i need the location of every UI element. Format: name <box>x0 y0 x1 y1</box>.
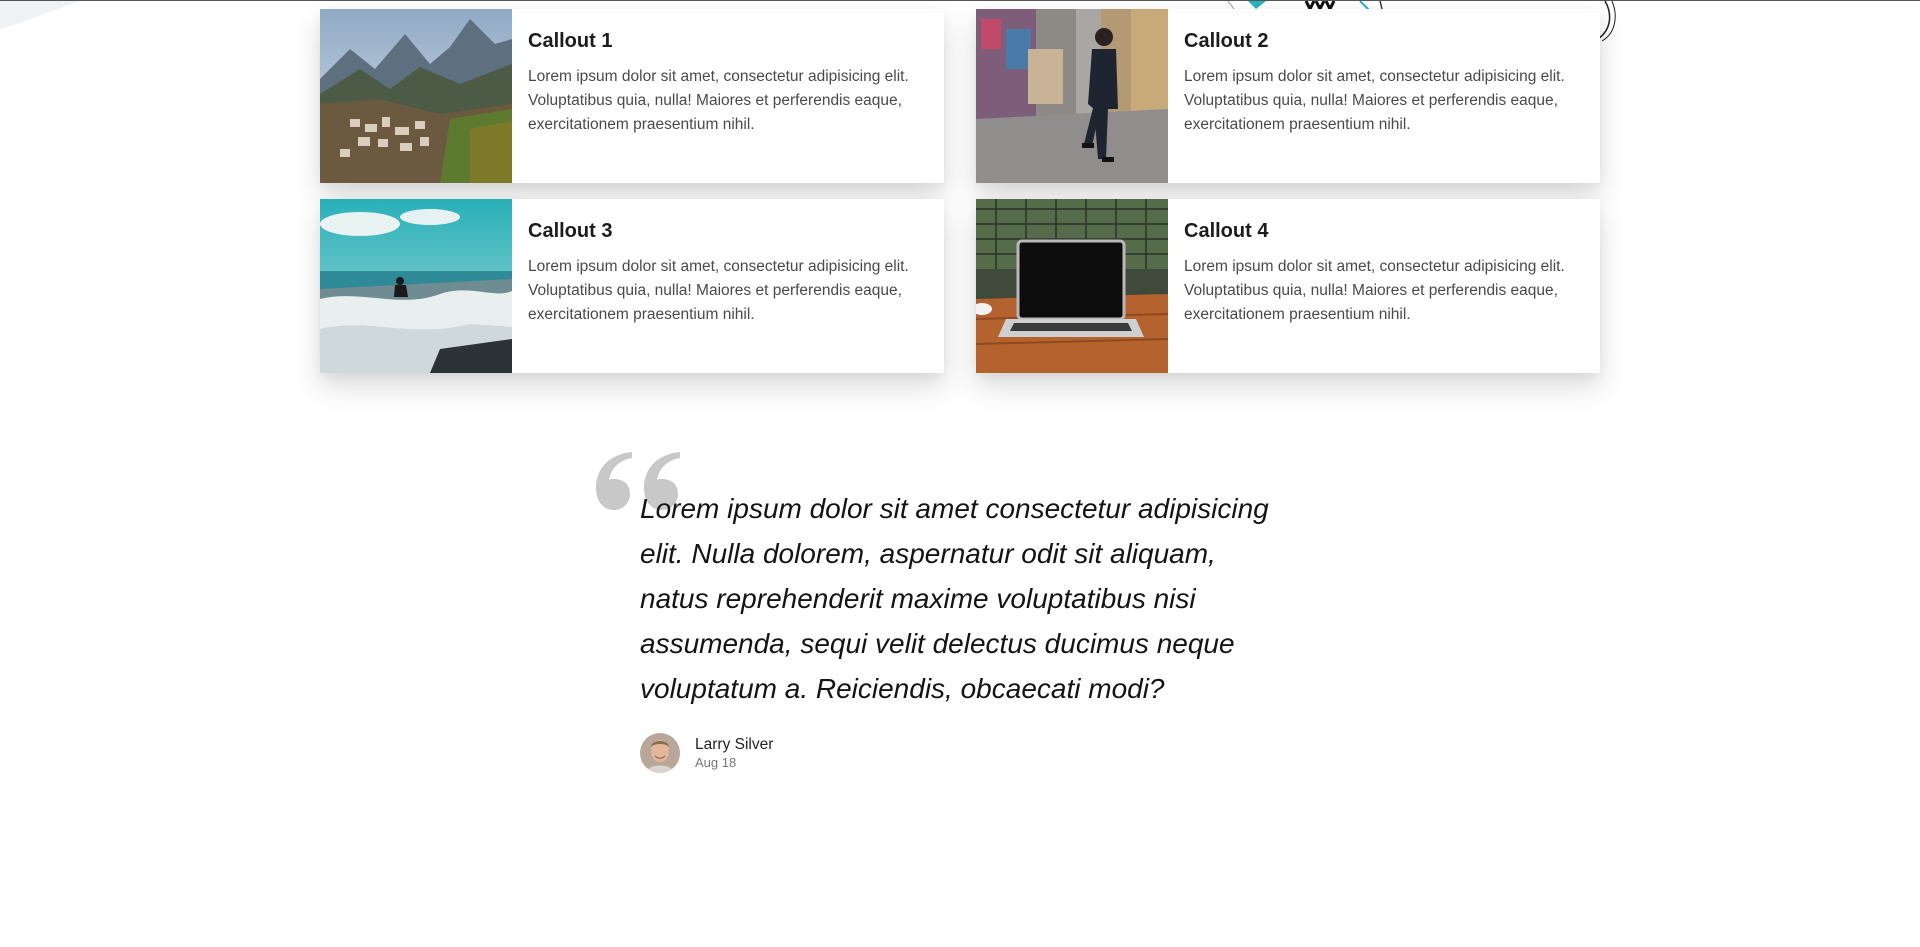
callout-title: Callout 1 <box>528 30 613 52</box>
callout-card-2[interactable] <box>976 9 1600 183</box>
callout-text: Lorem ipsum dolor sit amet, consectetur adipisicing elit. Voluptatibus quia, nulla! Maiores et perferendis eaque, exercitationem praesentium nihil. <box>528 68 909 133</box>
callout-title: Callout 4 <box>1184 220 1269 242</box>
callouts-grid <box>320 9 1600 373</box>
callout-card-1[interactable] <box>320 9 944 183</box>
mountain-village-photo-icon <box>320 9 512 183</box>
person-avatar-icon <box>640 733 680 773</box>
author-date: Aug 18 <box>695 755 737 770</box>
decorative-shape <box>0 1 120 31</box>
author-name: Larry Silver <box>695 736 774 753</box>
callout-title: Callout 2 <box>1184 30 1269 52</box>
man-in-suit-image <box>976 9 1168 183</box>
testimonial <box>640 486 1280 773</box>
author <box>640 733 1280 773</box>
callout-card-3[interactable] <box>320 199 944 373</box>
author-info <box>695 735 773 771</box>
surfer-waves-photo-icon <box>320 199 512 373</box>
callout-text: Lorem ipsum dolor sit amet, consectetur adipisicing elit. Voluptatibus quia, nulla! Maiores et perferendis eaque, exercitationem praesentium nihil. <box>1184 258 1565 323</box>
surfer-waves-image <box>320 199 512 373</box>
mountain-village-image <box>320 9 512 183</box>
man-in-suit-photo-icon <box>976 9 1168 183</box>
quote-text: Lorem ipsum dolor sit amet consectetur adipisicing elit. Nulla dolorem, aspernatur odit sit aliquam, natus reprehenderit maxime voluptatibus nisi assumenda, sequi velit delectus ducimus neque voluptatum a. Reiciendis, obcaecati modi? <box>640 493 1269 704</box>
avatar <box>640 733 680 773</box>
callout-text: Lorem ipsum dolor sit amet, consectetur adipisicing elit. Voluptatibus quia, nulla! Maiores et perferendis eaque, exercitationem praesentium nihil. <box>1184 68 1565 133</box>
laptop-on-table-image <box>976 199 1168 373</box>
callout-card-4[interactable] <box>976 199 1600 373</box>
callout-text: Lorem ipsum dolor sit amet, consectetur adipisicing elit. Voluptatibus quia, nulla! Maiores et perferendis eaque, exercitationem praesentium nihil. <box>528 258 909 323</box>
callout-title: Callout 3 <box>528 220 613 242</box>
laptop-on-table-photo-icon <box>976 199 1168 373</box>
